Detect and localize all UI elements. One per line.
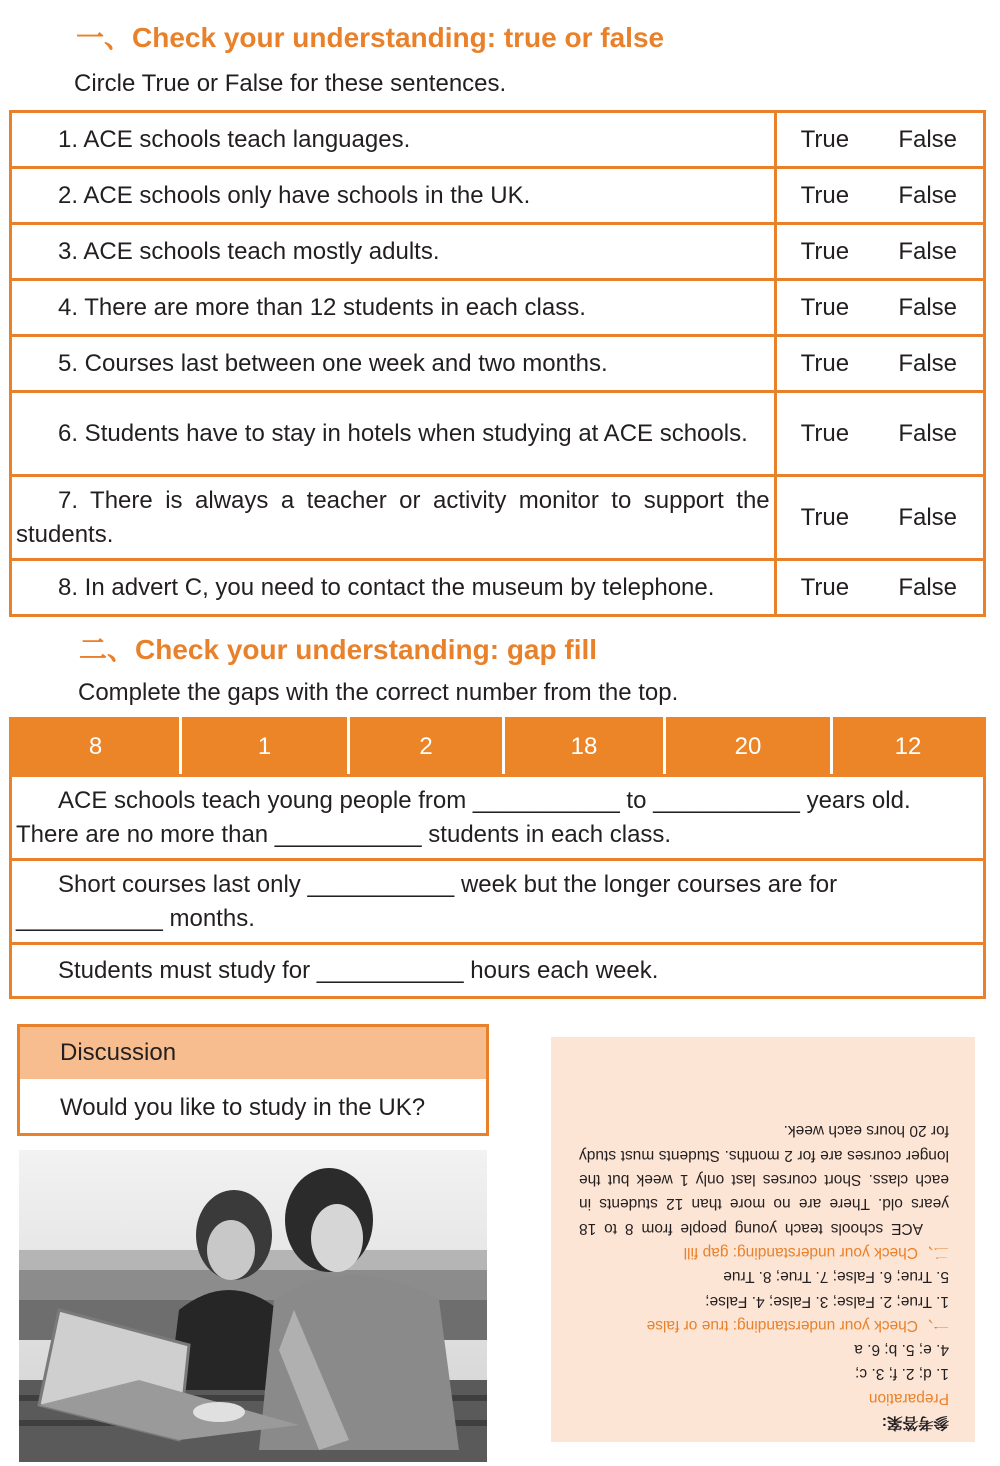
true-option[interactable]: True [800,181,850,209]
gap-answer-label: 二、Check your understanding: gap fill [683,1243,949,1261]
table-row [11,392,985,476]
number-row [11,719,985,776]
statement-cell: 1. ACE schools teach languages. [11,112,776,168]
section2-heading: 二、Check your understanding: gap fill [79,634,598,665]
table-row [11,476,985,560]
table-row [11,776,985,860]
true-false-table [9,110,986,617]
table-row [11,944,985,998]
false-option[interactable]: False [898,125,957,153]
option-cell [775,476,984,560]
option-cell [775,336,984,392]
true-option[interactable]: True [800,293,850,321]
false-option[interactable]: False [898,181,957,209]
gap-sentence: Students must study for ___________ hours each week. [11,944,985,998]
gap-sentence: Short courses last only ___________ week but the longer courses are for ___________ months. [11,860,985,944]
false-option[interactable]: False [898,349,957,377]
statement-cell: 8. In advert C, you need to contact the museum by telephone. [11,560,776,616]
answer-line: 5. True; 6. False; 7. True; 8. True [723,1268,949,1286]
true-option[interactable]: True [800,349,850,377]
option-cell [775,280,984,336]
gap-answer-text: ACE schools teach young people from 8 to 18 years old. There are no more than 12 students in each class. Short courses last only 1 week but the longer courses are for 2 months. Students must study for 20 hours each week. [579,1122,949,1237]
true-option[interactable]: True [800,573,850,601]
statement-cell: 6. Students have to stay in hotels when studying at ACE schools. [11,392,776,476]
tf-answer-label: 一、Check your understanding: true or false [646,1316,949,1334]
discussion-question: Would you like to study in the UK? [20,1079,486,1133]
number-cell: 1 [181,719,349,776]
false-option[interactable]: False [898,419,957,447]
table-row [11,112,985,168]
answer-line: 1. d; 2. f; 3. c; [855,1365,949,1383]
answer-line: 1. True; 2. False; 3. False; 4. False; [705,1292,949,1310]
table-row [11,336,985,392]
gap-sentence: ACE schools teach young people from ___________ to ___________ years old. There are no more than ___________ students in each class. [11,776,985,860]
discussion-title: Discussion [20,1027,486,1079]
true-option[interactable]: True [800,125,850,153]
option-cell [775,392,984,476]
number-cell: 2 [349,719,504,776]
number-cell: 12 [832,719,985,776]
option-cell [775,224,984,280]
statement-cell: 2. ACE schools only have schools in the UK. [11,168,776,224]
statement-cell: 7. There is always a teacher or activity monitor to support the students. [11,476,776,560]
true-option[interactable]: True [800,237,850,265]
statement-cell: 4. There are more than 12 students in each class. [11,280,776,336]
table-row [11,860,985,944]
true-option[interactable]: True [800,503,850,531]
true-option[interactable]: True [800,419,850,447]
table-row [11,168,985,224]
section1-instruction: Circle True or False for these sentences. [74,70,507,97]
discussion-box [17,1024,489,1136]
answer-key-title: 参考答案: [881,1414,949,1431]
answer-key [551,1037,975,1442]
number-cell: 18 [504,719,665,776]
section2-instruction: Complete the gaps with the correct number from the top. [78,679,679,706]
false-option[interactable]: False [898,293,957,321]
section1-heading: 一、Check your understanding: true or false [76,22,665,53]
table-row [11,560,985,616]
gap-fill-table [9,717,986,999]
answer-line: 4. e; 5. b; 6. a [854,1341,949,1359]
preparation-label: Preparation [868,1389,949,1407]
option-cell [775,168,984,224]
table-row [11,280,985,336]
statement-cell: 5. Courses last between one week and two months. [11,336,776,392]
table-row [11,224,985,280]
false-option[interactable]: False [898,237,957,265]
false-option[interactable]: False [898,573,957,601]
number-cell: 20 [665,719,832,776]
false-option[interactable]: False [898,503,957,531]
statement-cell: 3. ACE schools teach mostly adults. [11,224,776,280]
option-cell [775,112,984,168]
students-laptop-photo [19,1150,487,1462]
number-cell: 8 [11,719,181,776]
option-cell [775,560,984,616]
